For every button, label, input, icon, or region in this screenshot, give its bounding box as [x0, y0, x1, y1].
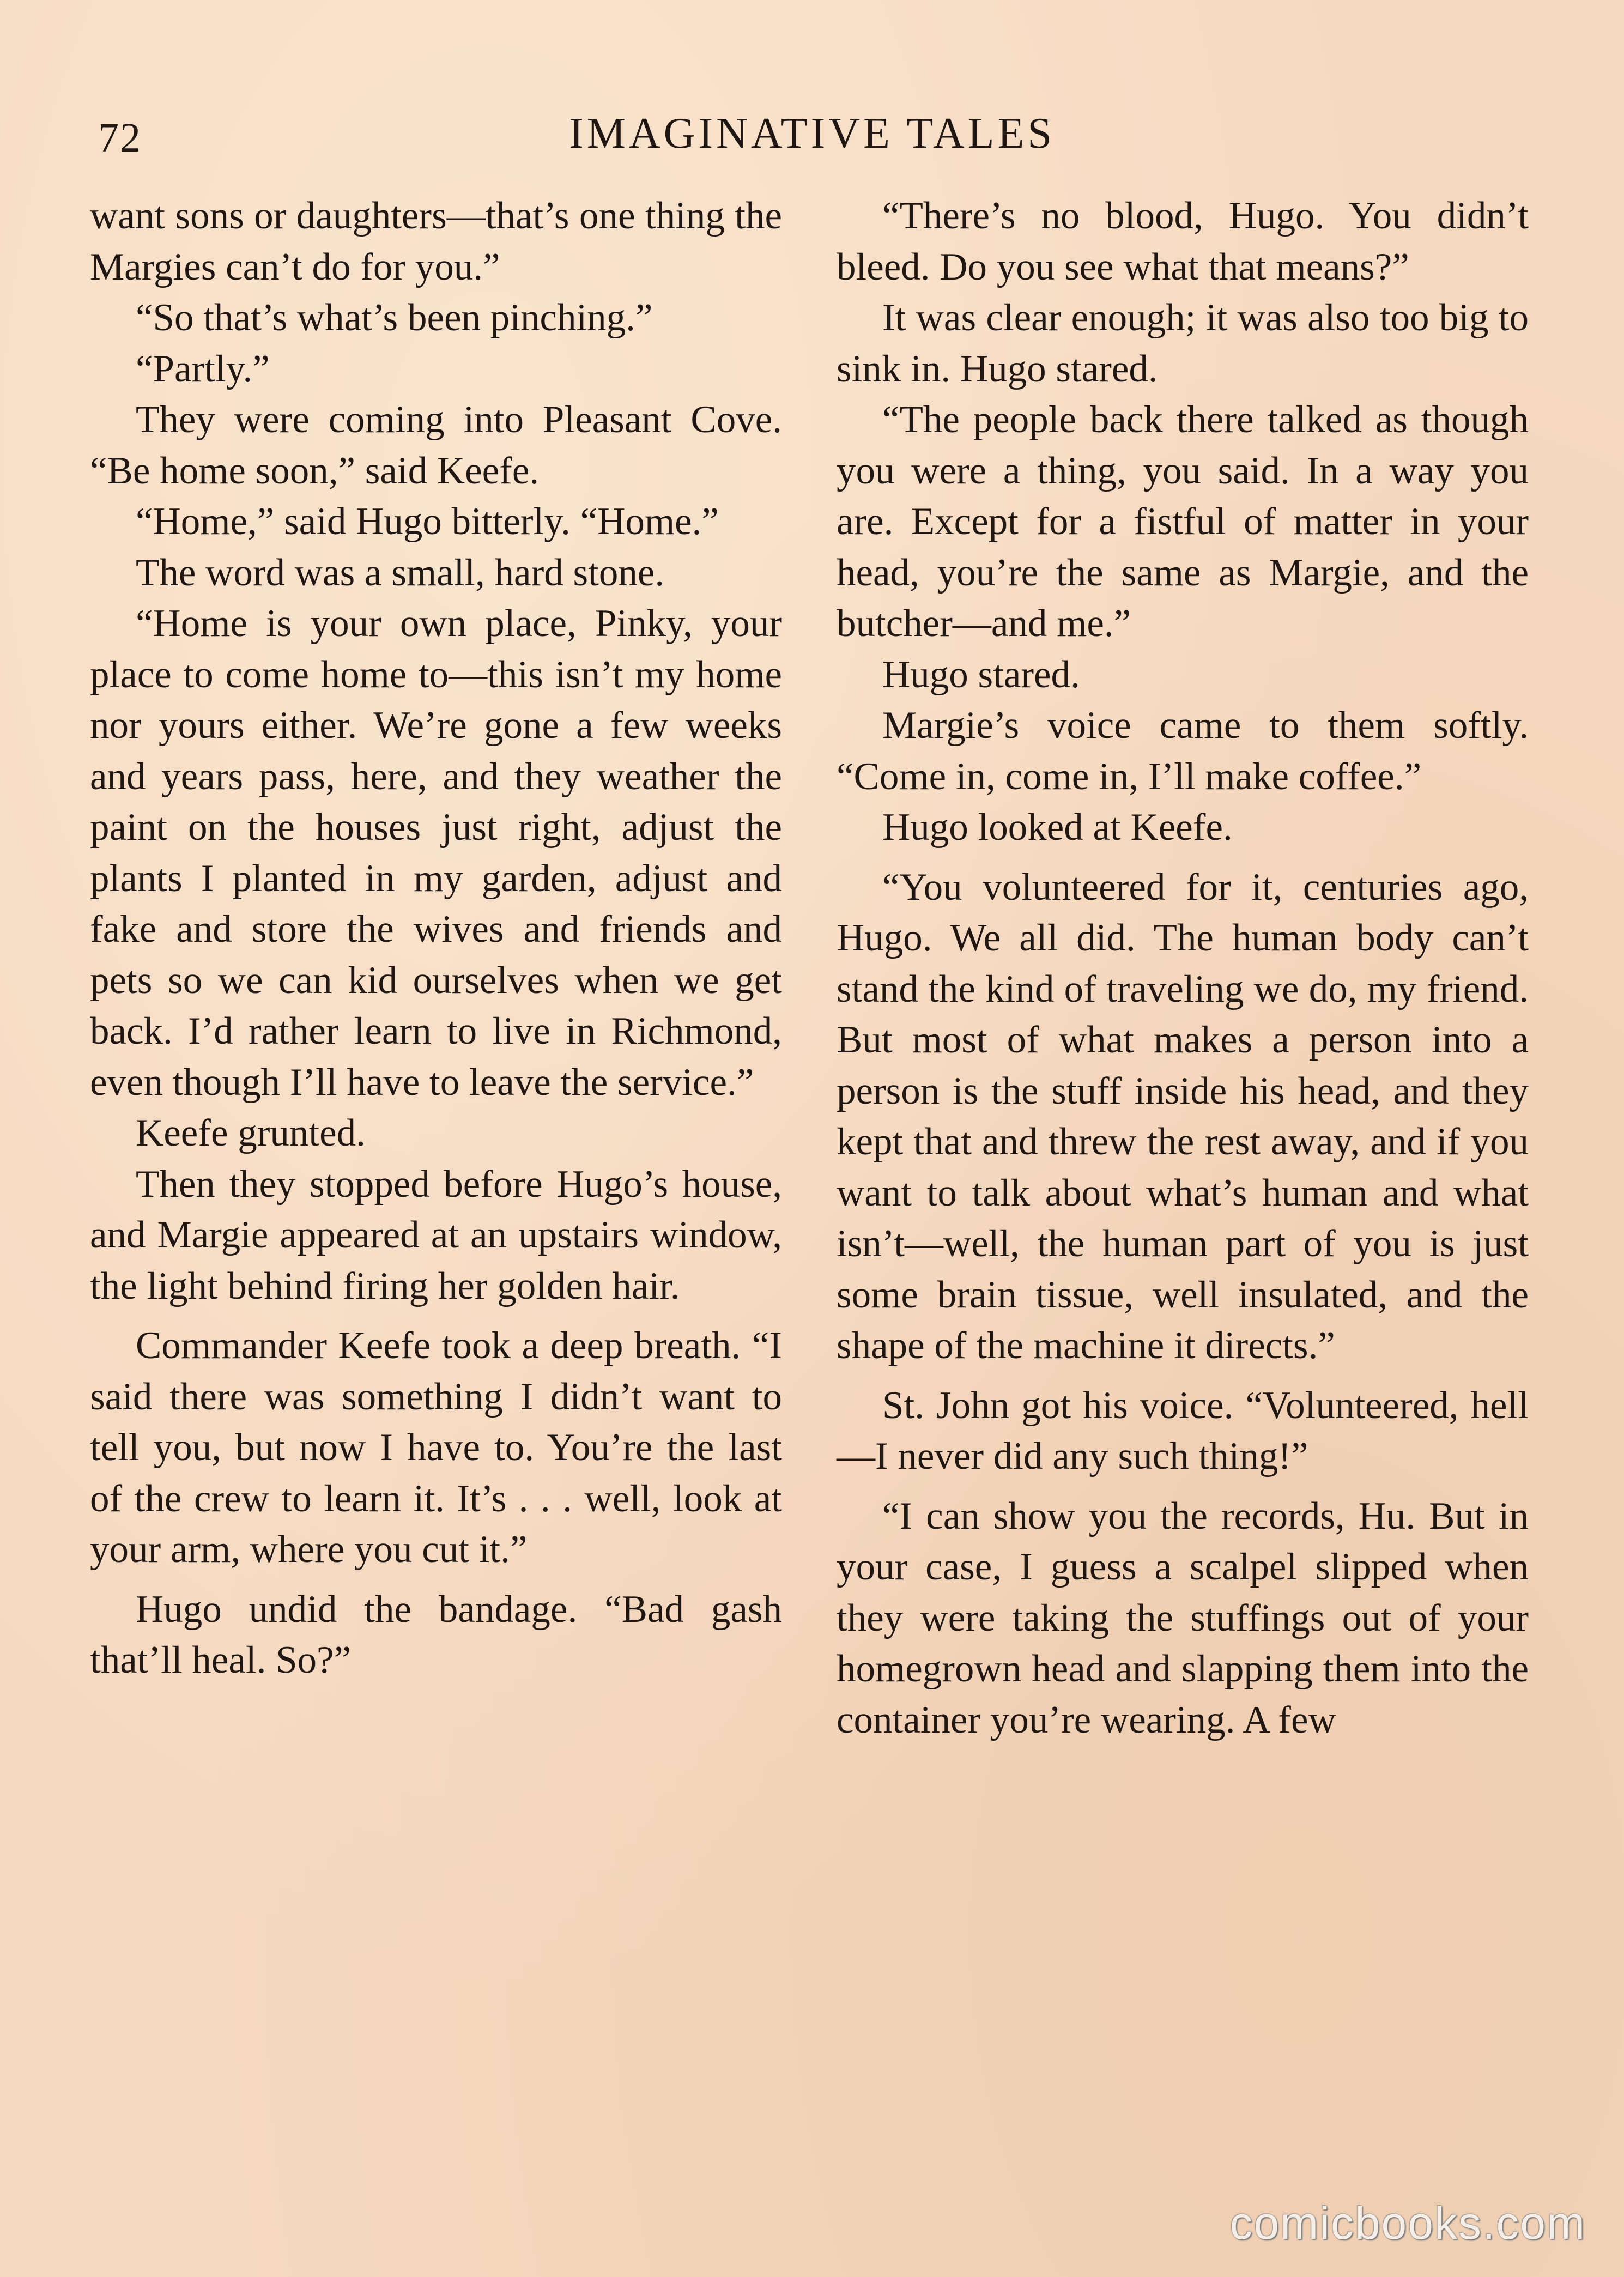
- paragraph: “There’s no blood, Hugo. You didn’t bleed. Do you see what that means?”: [837, 195, 1529, 288]
- paragraph: “The people back there talked as though you were a thing, you said. In a way you are. Except for a fistful of matter in your head, you’re the same as Margie, and the butcher—and me.”: [837, 398, 1529, 645]
- paragraph: They were coming into Pleasant Cove. “Be home soon,” said Keefe.: [90, 398, 782, 492]
- paragraph: Hugo stared.: [882, 653, 1080, 696]
- paragraph: Then they stopped before Hugo’s house, and Margie appeared at an upstairs window, the light behind firing her golden hair.: [90, 1162, 782, 1307]
- paragraph: St. John got his voice. “Volunteered, hell—I never did any such thing!”: [837, 1384, 1529, 1477]
- paragraph: It was clear enough; it was also too big to sink in. Hugo stared.: [837, 296, 1529, 390]
- paragraph: Margie’s voice came to them softly. “Come in, come in, I’ll make coffee.”: [837, 704, 1529, 798]
- paragraph: “Home,” said Hugo bitterly. “Home.”: [136, 500, 719, 543]
- running-title: IMAGINATIVE TALES: [569, 110, 1055, 158]
- paragraph: The word was a small, hard stone.: [136, 551, 665, 594]
- site-watermark: comicbooks.com: [1229, 2197, 1586, 2249]
- paragraph: Keefe grunted.: [136, 1112, 366, 1154]
- page-header: [98, 109, 1526, 169]
- left-column: [90, 191, 782, 1686]
- paragraph: want sons or daughters—that’s one thing the Margies can’t do for you.”: [90, 195, 782, 288]
- paragraph: “I can show you the records, Hu. But in your case, I guess a scalpel slipped when they were taking the stuffings out of your homegrown head and slapping them into the container you’re wearing. A few: [837, 1494, 1529, 1741]
- paragraph: “You volunteered for it, centuries ago, Hugo. We all did. The human body can’t stand the kind of traveling we do, my friend. But most of what makes a person into a person is the stuff inside his head, and they kept that and threw the rest away, and if you want to talk about what’s human and what isn’t—well, the human part of you is just some brain tissue, well insulated, and the shape of the machine it directs.”: [837, 865, 1529, 1367]
- right-column: [837, 191, 1529, 1746]
- paragraph: “Partly.”: [136, 347, 270, 390]
- paragraph: Commander Keefe took a deep breath. “I said there was something I didn’t want to tell you, but now I have to. You’re the last of the crew to learn it. It’s . . . well, look at your arm, where you cut it.”: [90, 1324, 782, 1571]
- paragraph: “So that’s what’s been pinching.”: [136, 296, 653, 339]
- page-number: 72: [98, 115, 142, 161]
- paragraph: Hugo undid the bandage. “Bad gash that’ll heal. So?”: [90, 1588, 782, 1681]
- paragraph: Hugo looked at Keefe.: [882, 806, 1233, 849]
- paragraph: “Home is your own place, Pinky, your place to come home to—this isn’t my home nor yours either. We’re gone a few weeks and years pass, here, and they weather the paint on the houses just right, adjust the plants I planted in my garden, adjust and fake and store the wives and friends and pets so we can kid ourselves when we get back. I’d rather learn to live in Richmond, even though I’ll have to leave the service.”: [90, 602, 782, 1104]
